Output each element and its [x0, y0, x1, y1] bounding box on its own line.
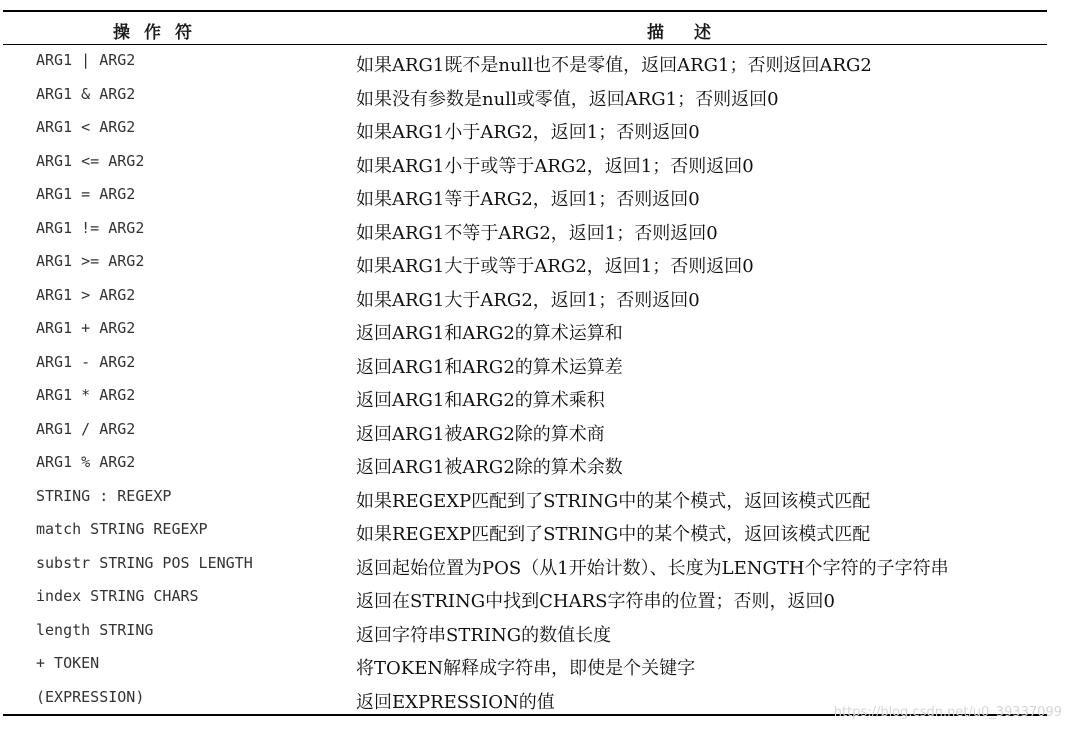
operator-cell: length STRING — [36, 620, 154, 639]
table-header-rule — [3, 44, 1047, 45]
description-cell: 如果REGEXP匹配到了STRING中的某个模式，返回该模式匹配 — [356, 490, 871, 512]
operator-cell: ARG1 % ARG2 — [36, 453, 136, 471]
table-row — [3, 247, 1047, 281]
operator-cell: ARG1 >= ARG2 — [36, 252, 145, 270]
description-cell: 如果没有参数是null或零值，返回ARG1；否则返回0 — [356, 88, 779, 110]
description-cell: 如果ARG1大于或等于ARG2，返回1；否则返回0 — [356, 256, 754, 277]
operator-cell: STRING : REGEXP — [36, 486, 172, 505]
table-row — [3, 281, 1047, 315]
operator-cell: ARG1 * ARG2 — [36, 386, 136, 404]
operator-cell: ARG1 > ARG2 — [36, 285, 136, 304]
description-cell: 返回ARG1和ARG2的算术运算和 — [356, 323, 623, 344]
table-row — [3, 381, 1047, 415]
table-row — [3, 549, 1047, 583]
table-row — [3, 482, 1047, 516]
description-cell: 如果REGEXP匹配到了STRING中的某个模式，返回该模式匹配 — [356, 524, 871, 545]
table-row — [3, 113, 1047, 147]
operator-cell: ARG1 = ARG2 — [36, 185, 136, 203]
operator-cell: ARG1 + ARG2 — [36, 319, 136, 337]
table-row — [3, 46, 1047, 80]
operator-cell: ARG1 < ARG2 — [36, 118, 136, 136]
description-cell: 返回EXPRESSION的值 — [356, 691, 555, 713]
operator-cell: + TOKEN — [36, 654, 100, 672]
operator-cell: substr STRING POS LENGTH — [36, 553, 253, 572]
table-row — [3, 214, 1047, 248]
table-row — [3, 147, 1047, 181]
table-row — [3, 515, 1047, 549]
description-cell: 返回ARG1和ARG2的算术乘积 — [356, 390, 605, 411]
description-cell: 如果ARG1小于ARG2，返回1；否则返回0 — [356, 122, 700, 143]
description-cell: 返回ARG1被ARG2除的算术商 — [356, 423, 605, 445]
description-cell: 将TOKEN解释成字符串，即使是个关键字 — [356, 658, 696, 679]
table-row — [3, 80, 1047, 114]
operator-cell: index STRING CHARS — [36, 587, 199, 605]
watermark-text: https://blog.csdn.net/u0_39337099 — [833, 705, 1062, 720]
table-body — [3, 46, 1047, 716]
description-cell: 如果ARG1小于或等于ARG2，返回1；否则返回0 — [356, 155, 754, 177]
table-row — [3, 649, 1047, 683]
description-cell: 返回ARG1和ARG2的算术运算差 — [356, 356, 623, 378]
description-cell: 如果ARG1既不是null也不是零值，返回ARG1；否则返回ARG2 — [356, 55, 872, 76]
operator-cell: (EXPRESSION) — [36, 687, 145, 706]
description-cell: 返回字符串STRING的数值长度 — [356, 624, 612, 646]
table-row — [3, 582, 1047, 616]
table-row — [3, 180, 1047, 214]
description-cell: 如果ARG1等于ARG2，返回1；否则返回0 — [356, 189, 700, 210]
table-row — [3, 415, 1047, 449]
table-top-rule — [3, 10, 1047, 12]
operator-cell: ARG1 != ARG2 — [36, 218, 145, 237]
operator-cell: ARG1 | ARG2 — [36, 51, 136, 69]
header-operator: 操作符 — [113, 23, 206, 43]
description-cell: 如果ARG1大于ARG2，返回1；否则返回0 — [356, 289, 700, 311]
table-row — [3, 314, 1047, 348]
operator-cell: ARG1 / ARG2 — [36, 419, 136, 438]
table-row — [3, 616, 1047, 650]
table-header-row — [3, 13, 1047, 43]
operator-cell: ARG1 - ARG2 — [36, 352, 136, 371]
table-row — [3, 348, 1047, 382]
description-cell: 返回在STRING中找到CHARS字符串的位置；否则，返回0 — [356, 591, 835, 612]
description-cell: 如果ARG1不等于ARG2，返回1；否则返回0 — [356, 222, 718, 244]
description-cell: 返回ARG1被ARG2除的算术余数 — [356, 457, 623, 478]
table-row — [3, 448, 1047, 482]
operator-cell: ARG1 & ARG2 — [36, 84, 136, 103]
operator-cell: match STRING REGEXP — [36, 520, 208, 538]
operator-cell: ARG1 <= ARG2 — [36, 151, 145, 170]
description-cell: 返回起始位置为POS（从1开始计数）、长度为LENGTH个字符的子字符串 — [356, 557, 949, 579]
header-description: 描述 — [647, 23, 741, 43]
